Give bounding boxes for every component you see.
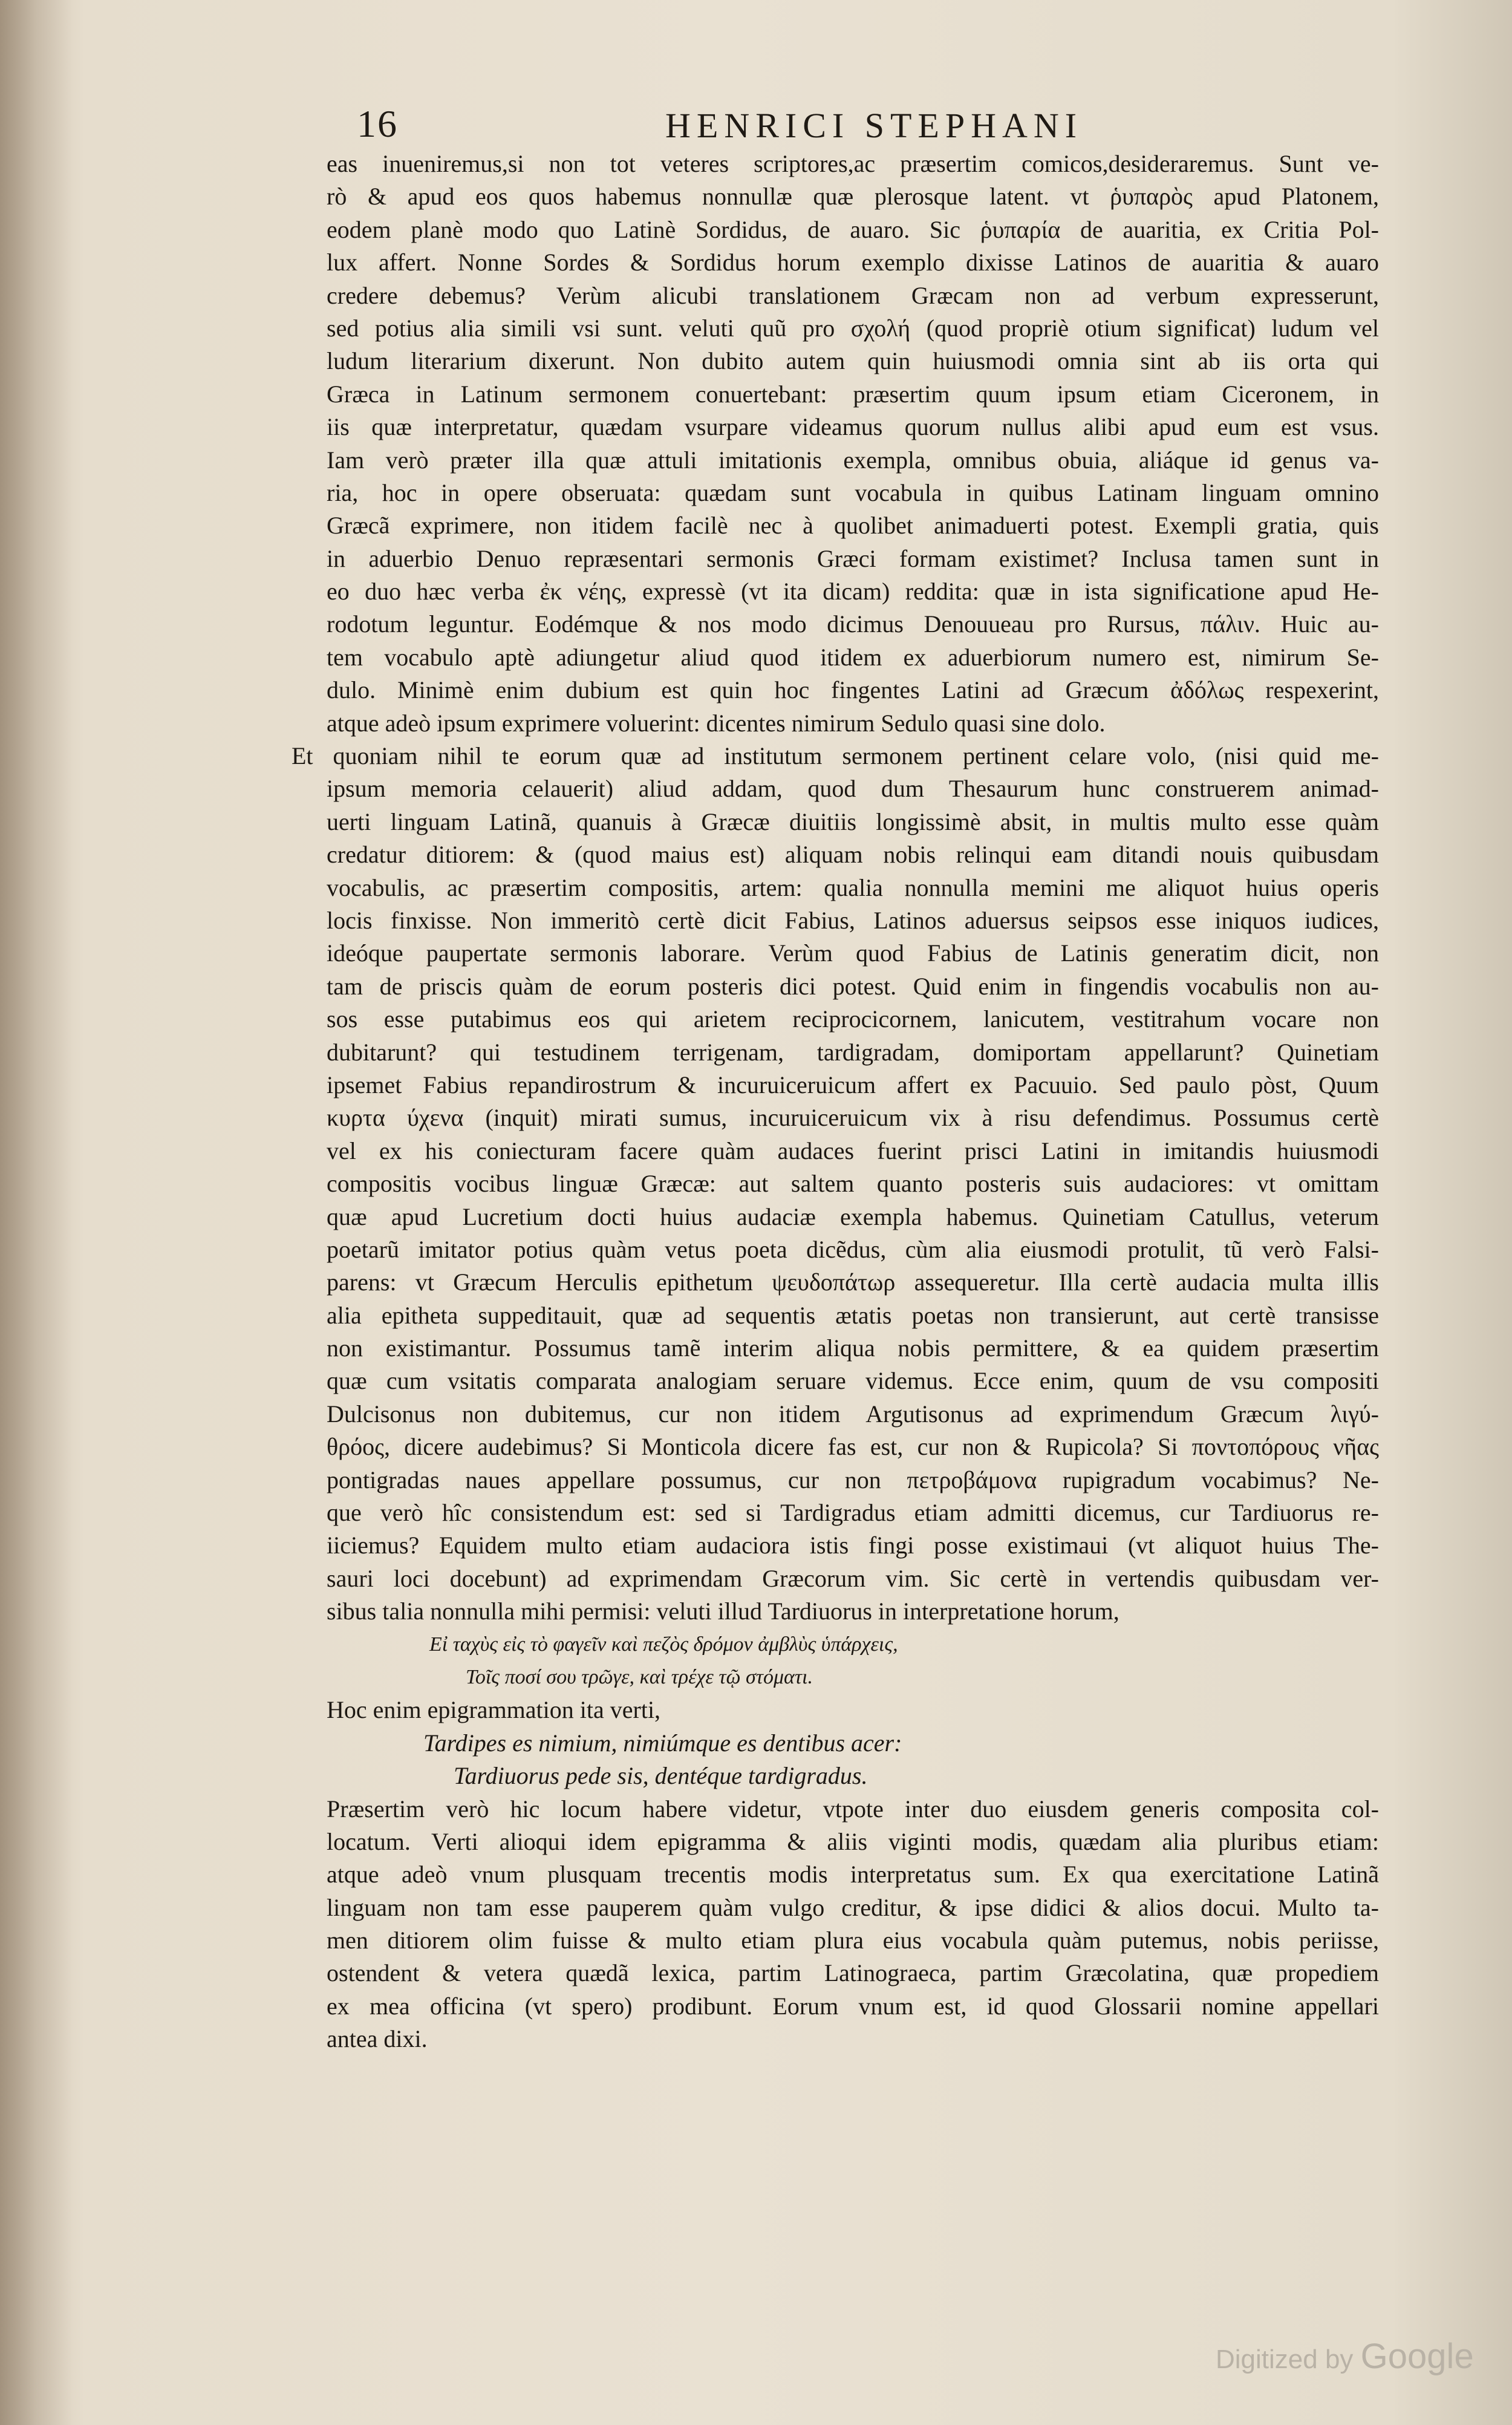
text-line: parens: vt Græcum Herculis epithetum ψευδοπάτωρ assequeretur. Illa certè audacia multa illis: [327, 1268, 1379, 1296]
watermark-prefix: Digitized by: [1216, 2345, 1354, 2374]
text-line: ex mea officina (vt spero) prodibunt. Eorum vnum est, id quod Glossarii nomine appellari: [327, 1992, 1379, 2020]
text-line: uerti linguam Latinã, quanuis à Græcæ diuitiis longissimè absit, in multis multo esse quàm: [327, 808, 1379, 835]
text-line: men ditiorem olim fuisse & multo etiam plura eius vocabula quàm putemus, nobis periisse,: [327, 1927, 1379, 1954]
text-line: locis finxisse. Non immeritò certè dicit Fabius, Latinos aduersus seipsos esse iniquos iudices,: [327, 906, 1379, 934]
text-line: que verò hîc consistendum est: sed si Tardigradus etiam admitti dicemus, cur Tardiuorus re-: [327, 1499, 1379, 1527]
text-line: rò & apud eos quos habemus nonnullæ quæ plerosque latent. vt ῥυπαρὸς apud Platonem,: [327, 183, 1379, 211]
text-line: sibus talia nonnulla mihi permisi: veluti illud Tardiuorus in interpretatione horum,: [327, 1598, 1119, 1625]
text-line: ideóque paupertate sermonis laborare. Verùm quod Fabius de Latinis generatim dicit, non: [327, 939, 1379, 967]
text-line: vocabulis, ac præsertim compositis, artem: qualia nonnulla memini me aliquot huius operis: [327, 873, 1379, 901]
body-text: [292, 148, 1379, 2056]
text-line: eo duo hæc verba ἐκ νέης, expressè (vt ita dicam) reddita: quæ in ista significatione apud He-: [327, 578, 1379, 605]
text-line: Græca in Latinum sermonem conuertebant: præsertim quum ipsum etiam Ciceronem, in: [327, 380, 1379, 408]
text-line: sed potius alia simili vsi sunt. veluti quũ pro σχολή (quod propriè otium significat) ludum vel: [327, 314, 1379, 342]
text-line: atque adeò ipsum exprimere voluerint: dicentes nimirum Sedulo quasi sine dolo.: [327, 709, 1106, 737]
digitization-watermark: [1216, 2336, 1474, 2377]
spine-shadow: [0, 0, 73, 2425]
text-line: iis quæ interpretatur, quædam vsurpare videamus quorum nullus alibi apud eum est vsus.: [327, 413, 1379, 441]
text-line: poetarũ imitator potius quàm vetus poeta dicẽdus, cùm alia eiusmodi protulit, tũ verò Falsi-: [327, 1235, 1379, 1263]
page-header: [357, 102, 1119, 150]
text-line: sauri loci docebunt) ad exprimendam Græcorum vim. Sic certè in vertendis quibusdam ver-: [327, 1564, 1379, 1592]
text-line: in aduerbio Denuo repræsentari sermonis Græci formam existimet? Inclusa tamen sunt in: [327, 544, 1379, 572]
text-line: vel ex his coniecturam facere quàm audaces fuerint prisci Latini in imitandis huiusmodi: [327, 1137, 1379, 1164]
text-line: atque adeò vnum plusquam trecentis modis interpretatus sum. Ex qua exercitatione Latinã: [327, 1861, 1379, 1888]
text-line: Hoc enim epigrammation ita verti,: [327, 1696, 661, 1724]
text-line: Græcã exprimere, non itidem facilè nec à quolibet animaduerti potest. Exempli gratia, quis: [327, 512, 1379, 540]
watermark-brand: Google: [1360, 2337, 1474, 2376]
text-line: non existimantur. Possumus tamẽ interim aliqua nobis permittere, & ea quidem præsertim: [327, 1334, 1379, 1362]
text-line: ostendent & vetera quædã lexica, partim Latinograeca, partim Græcolatina, quæ propediem: [327, 1959, 1379, 1987]
text-line: Præsertim verò hic locum habere videtur, vtpote inter duo eiusdem generis composita col-: [327, 1795, 1379, 1823]
text-line: dulo. Minimè enim dubium est quin hoc fingentes Latini ad Græcum ἀδόλως respexerint,: [327, 676, 1379, 704]
text-line: ludum literarium dixerunt. Non dubito autem quin huiusmodi omnia sint ab iis orta qui: [327, 347, 1379, 375]
text-line: antea dixi.: [327, 2025, 428, 2053]
text-line: Τοῖς ποσί σου τρῶγε, καὶ τρέχε τῷ στόματι.: [466, 1665, 813, 1688]
text-line: dubitarunt? qui testudinem terrigenam, tardigradam, domiportam appellarunt? Quinetiam: [327, 1038, 1379, 1066]
running-head: HENRICI STEPHANI: [665, 106, 1083, 145]
text-line: eas inueniremus,si non tot veteres scriptores,ac præsertim comicos,desideraremus. Sunt ve-: [327, 150, 1379, 177]
page-number: 16: [357, 102, 398, 145]
text-line: iiciemus? Equidem multo etiam audaciora istis fingi posse existimaui (vt aliquot huius The-: [327, 1532, 1379, 1559]
text-line: Tardiuorus pede sis, dentéque tardigradus.: [454, 1762, 868, 1790]
text-line: ria, hoc in opere obseruata: quædam sunt vocabula in quibus Latinam linguam omnino: [327, 478, 1379, 506]
text-line: credere debemus? Verùm alicubi translationem Græcam non ad verbum expresserunt,: [327, 281, 1379, 309]
text-line: sos esse putabimus eos qui arietem reciprocicornem, lanicutem, vestitrahum vocare non: [327, 1005, 1379, 1033]
text-line: ipsum memoria celauerit) aliud addam, quod dum Thesaurum hunc construerem animad-: [327, 775, 1379, 803]
text-line: alia epitheta suppeditauit, quæ ad sequentis ætatis poetas non transierunt, aut certè transisse: [327, 1301, 1379, 1329]
text-line: credatur ditiorem: & (quod maius est) aliquam nobis relinqui eam ditandi nouis quibusdam: [327, 841, 1379, 869]
text-line: Dulcisonus non dubitemus, cur non itidem Argutisonus ad exprimendum Græcum λιγύ-: [327, 1400, 1379, 1428]
text-line: Iam verò præter illa quæ attuli imitationis exempla, omnibus obuia, aliáque id genus va-: [327, 446, 1379, 474]
text-line: κυρτα ύχενα (inquit) mirati sumus, incuruiceruicum vix à risu defendimus. Possumus certè: [327, 1104, 1379, 1132]
text-line: quæ cum vsitatis comparata analogiam seruare videmus. Ecce enim, quum de vsu compositi: [327, 1367, 1379, 1395]
text-line: pontigradas naues appellare possumus, cur non πετροβάμονα rupigradum vocabimus? Ne-: [327, 1466, 1379, 1493]
text-line: tam de priscis quàm de eorum posteris dici potest. Quid enim in fingendis vocabulis non au-: [327, 972, 1379, 1000]
text-line: Tardipes es nimium, nimiúmque es dentibus acer:: [423, 1729, 902, 1757]
text-line: locatum. Verti alioqui idem epigramma & aliis viginti modis, quædam alia pluribus etiam:: [327, 1827, 1379, 1855]
text-line: rodotum leguntur. Eodémque & nos modo dicimus Denouueau pro Rursus, πάλιν. Huic au-: [327, 610, 1379, 638]
text-line: ipsemet Fabius repandirostrum & incuruiceruicum affert ex Pacuuio. Sed paulo pòst, Quum: [327, 1071, 1379, 1098]
text-line: lux affert. Nonne Sordes & Sordidus horum exemplo dixisse Latinos de auaritia & auaro: [327, 249, 1379, 276]
text-line: θρόος, dicere audebimus? Si Monticola dicere fas est, cur non & Rupicola? Si ποντοπόρους νῆας: [327, 1433, 1379, 1461]
text-line: tem vocabulo aptè adiungetur aliud quod itidem ex aduerbiorum numero est, nimirum Se-: [327, 643, 1379, 671]
text-line: eodem planè modo quo Latinè Sordidus, de auaro. Sic ῥυπαρία de auaritia, ex Critia Pol-: [327, 215, 1379, 243]
text-line: quæ apud Lucretium docti huius audaciæ exempla habemus. Quinetiam Catullus, veterum: [327, 1203, 1379, 1230]
text-line: linguam non tam esse pauperem quàm vulgo creditur, & ipse didici & alios docui. Multo ta-: [327, 1893, 1379, 1921]
text-line: Εἰ ταχὺς εἰς τὸ φαγεῖν καὶ πεζὸς δρόμον ἀμβλὺς ὑπάρχεις,: [429, 1633, 898, 1656]
text-line: Et quoniam nihil te eorum quæ ad institutum sermonem pertinent celare volo, (nisi quid me-: [292, 742, 1379, 770]
text-line: compositis vocibus linguæ Græcæ: aut saltem quanto posteris suis audaciores: vt omittam: [327, 1170, 1379, 1198]
